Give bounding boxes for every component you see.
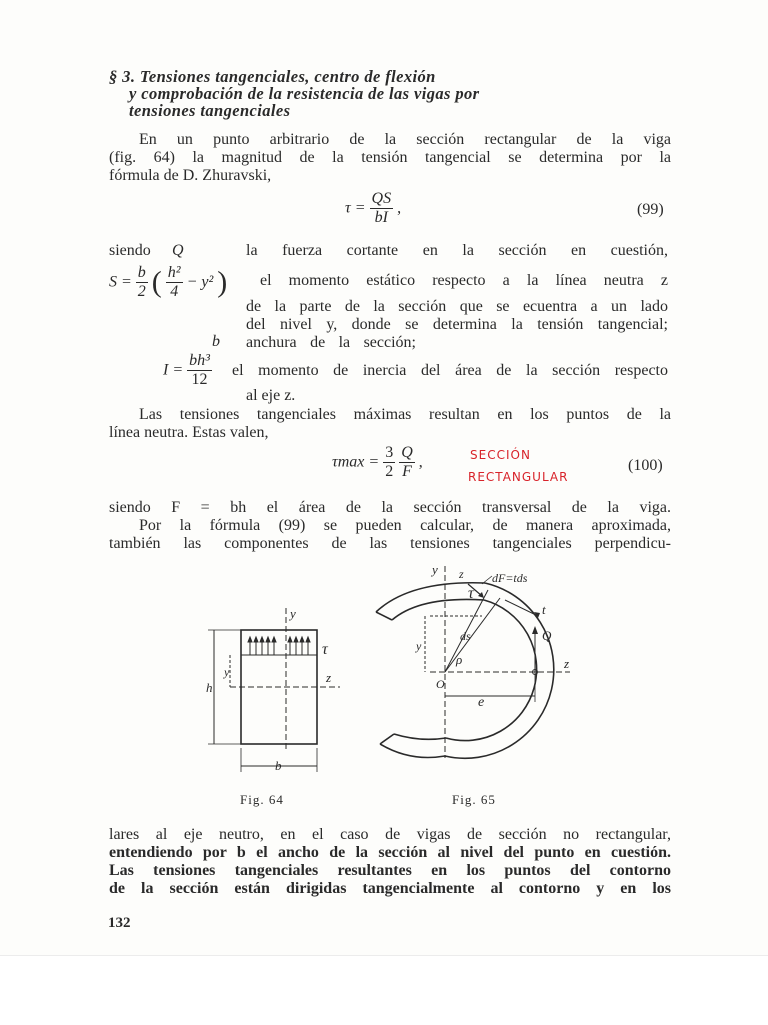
q-definition: la fuerza cortante en la sección en cuestión, <box>246 242 668 259</box>
eq100-fraction-2 <box>399 444 415 481</box>
fig65-t-label: t <box>542 602 546 617</box>
s-close-paren: ) <box>217 265 228 299</box>
s-formula <box>109 264 227 304</box>
final-line-1: lares al eje neutro, en el caso de vigas de sección no rectangular, <box>109 826 671 843</box>
fig64-b-label: b <box>275 758 282 773</box>
eq100-lhs: τmax = <box>332 453 380 471</box>
bottom-margin <box>0 955 768 1025</box>
b-symbol: b <box>212 333 220 350</box>
i-lhs: I = <box>163 361 184 379</box>
fig64-tau-label: τ <box>322 641 328 658</box>
intro-line-2: (fig. 64) la magnitud de la tensión tangencial se determina por la <box>109 149 671 166</box>
final-line-2: entendiendo por b el ancho de la sección al nivel del punto en cuestión. <box>109 844 671 861</box>
handwritten-note-2: RECTANGULAR <box>468 470 569 484</box>
s-frac-h2-4 <box>166 264 183 301</box>
fig65-rho-label: ρ <box>456 652 463 667</box>
i-definition: el momento de inercia del área de la sección respecto <box>232 362 668 379</box>
b-definition: anchura de la sección; <box>246 334 416 351</box>
heading-line-2: y comprobación de la resistencia de las vigas por <box>129 84 480 103</box>
eq99-numerator: QS <box>371 190 392 207</box>
s-definition-3: del nivel y, donde se determina la tensión tangencial; <box>246 316 668 333</box>
fig65-y-axis-label: y <box>432 562 438 577</box>
fig64-z-axis-label: z <box>326 670 332 685</box>
equation-99 <box>345 190 401 227</box>
fig64-y-dim-label: y <box>224 665 230 679</box>
q-symbol: Q <box>172 242 184 259</box>
i-definition-2: al eje z. <box>246 387 296 404</box>
s-definition-2: de la parte de la sección que se ecuentra a un lado <box>246 298 668 315</box>
intro-paragraph <box>109 131 671 185</box>
eq100-fraction-1 <box>383 444 395 481</box>
eq100-num1: 3 <box>385 444 394 461</box>
final-line-4: de la sección están dirigidas tangencialmente al contorno y en los <box>109 880 671 897</box>
s-minus-y2: − y² <box>186 273 214 291</box>
eq100-number: (100) <box>628 457 663 474</box>
fig65-ds-label: ds <box>460 629 471 643</box>
fig64-h-label: h <box>206 680 213 695</box>
intro-line-1: En un punto arbitrario de la sección rectangular de la viga <box>139 131 671 148</box>
fig65-q-label: Q <box>542 628 552 643</box>
i-denominator: 12 <box>191 371 208 388</box>
fig65-tau-label: τ <box>468 585 474 602</box>
fig65-e-label: e <box>478 695 485 710</box>
eq100-punct: , <box>418 453 423 471</box>
after-eq-line-2: Por la fórmula (99) se pueden calcular, de manera aproximada, <box>139 517 671 534</box>
fig65-origin-label: O <box>436 677 445 691</box>
s-frac-b2 <box>136 264 148 301</box>
eq100-num2: Q <box>401 444 413 461</box>
handwritten-note-1: SECCIÓN <box>470 448 531 462</box>
s-frac-2: 2 <box>137 283 146 300</box>
heading-line-1: § 3. Tensiones tangenciales, centro de flexión <box>109 67 436 86</box>
i-fraction <box>187 352 212 389</box>
max-paragraph <box>109 406 671 442</box>
fig65-y-dim-label: y <box>416 639 422 653</box>
eq100-den1: 2 <box>385 463 394 480</box>
fig65-caption: Fig. 65 <box>452 792 496 807</box>
fig64-y-axis-label: y <box>290 606 296 621</box>
s-frac-4: 4 <box>170 283 179 300</box>
fig64-caption: Fig. 64 <box>240 792 284 807</box>
eq99-fraction <box>370 190 394 227</box>
siendo-label: siendo <box>109 242 151 259</box>
s-open-paren: ( <box>151 265 162 299</box>
after-eq-line-3: también las componentes de las tensiones tangenciales perpendicu- <box>109 535 671 552</box>
eq99-lhs: τ = <box>345 199 366 217</box>
fig65-df-label: dF=tds <box>492 571 528 585</box>
figure-65 <box>370 558 600 768</box>
heading-line-3: tensiones tangenciales <box>129 101 291 120</box>
eq100-den2: F <box>402 463 412 480</box>
eq99-punct: , <box>397 199 402 217</box>
intro-line-3: fórmula de D. Zhuravski, <box>109 167 272 184</box>
max-line-2: línea neutra. Estas valen, <box>109 424 269 441</box>
fig65-z-axis-label: z <box>564 656 570 671</box>
eq99-number: (99) <box>637 201 664 218</box>
section-heading <box>109 68 679 119</box>
page-number: 132 <box>108 915 131 931</box>
s-lhs: S = <box>109 273 132 291</box>
figure-64 <box>200 600 360 780</box>
fig65-z-label: z <box>459 567 464 581</box>
s-definition: el momento estático respecto a la línea neutra z <box>260 272 668 289</box>
s-frac-b: b <box>137 264 146 281</box>
i-numerator: bh³ <box>189 352 210 369</box>
after-eq-paragraph <box>109 499 671 553</box>
after-eq-line-1: siendo F = bh el área de la sección transversal de la viga. <box>109 499 671 516</box>
max-line-1: Las tensiones tangenciales máximas resultan en los puntos de la <box>139 406 671 423</box>
final-line-3: Las tensiones tangenciales resultantes en los puntos del contorno <box>109 862 671 879</box>
s-frac-h2: h² <box>167 264 181 281</box>
eq99-denominator: bI <box>374 209 388 226</box>
equation-100 <box>332 444 423 481</box>
final-paragraph <box>109 826 671 898</box>
i-formula <box>163 352 212 389</box>
